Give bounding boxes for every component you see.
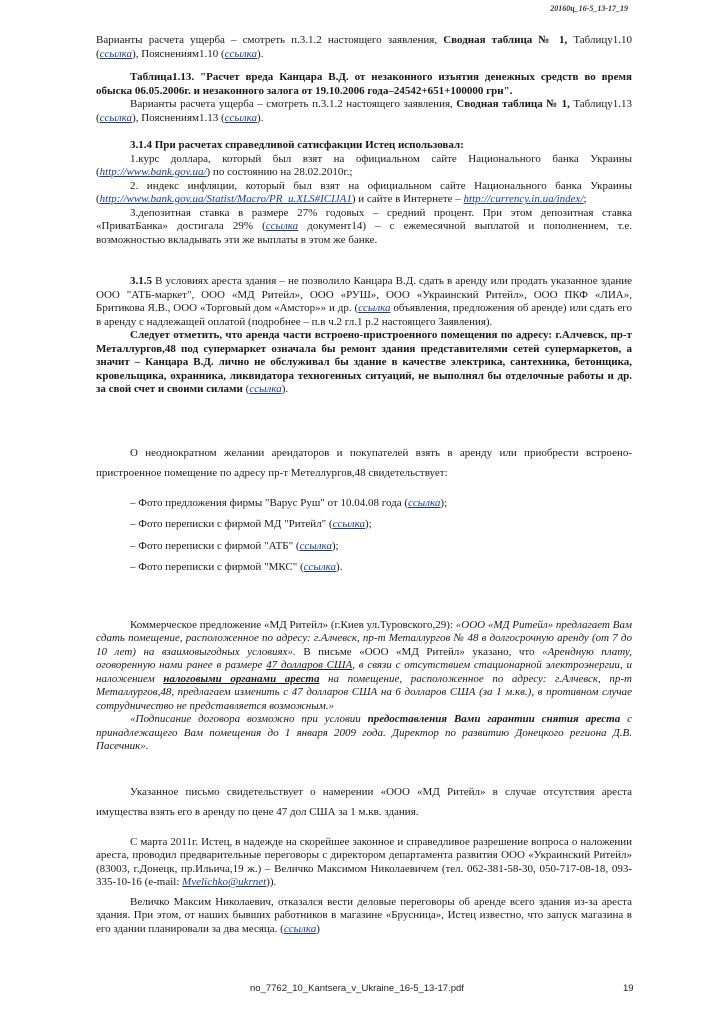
table-113-title: Таблица1.13. "Расчет вреда Канцара В.Д. от незаконного изъятия денежных средств во время обыска 06.05.2006г. и незаконного залога от 19.10.2006 года–24542+651+100000 грн". <box>96 71 632 97</box>
link-ssylka[interactable]: ссылка <box>303 561 337 573</box>
link-ssylka[interactable]: ссылка <box>332 518 365 530</box>
table-113-text: Варианты расчета ущерба – смотреть п.3.1.2 настоящего заявления, Сводная таблица № 1, Таблицу1.13 (ссылка), Пояснениям1.13 (ссылка). <box>96 98 633 124</box>
footer-filename: no_7762_10_Kantsera_v_Ukraine_16-5_13-17.pdf <box>250 983 464 994</box>
evidence-list <box>96 497 632 575</box>
section-315-bold-note: Следует отметить, что аренда части встроено-пристроенного помещения по адресу: г.Алчевск, пр-т Металлургов,48 под супермаркет означала бы ремонт здания представителями сетей супермаркетов, а значит – Канцара В.Д. лично не обслуживал бы здание в качестве электрика, сантехника, бетонщика, кровельщика, охранника, ликвидатора техногенных ситуаций, не выполнял бы отделочные работы и др. за свой счет и своими силами (ссылка). <box>96 329 632 395</box>
list-item: – Фото переписки с фирмой "МКС" (ссылка). <box>130 561 343 573</box>
section-315: 3.1.5 В условиях ареста здания – не позволило Канцара В.Д. сдать в аренду или продать указанное здание ООО "АТБ-маркет", ООО «МД Ритейл», ООО «РУШ», ООО «Украинский Ритейл», ООО ПКФ «ЛИА», Бритикова Я.В., ООО «Торговый дом «Амстор»» и др. (ссылка объявления, предложения об аренде) или сдать его в аренду с надлежащей оплатой (подробнее – п.в ч.2 гл.1 р.2 настоящего Заявления). <box>96 275 632 328</box>
list-item: – Фото переписки с фирмой МД "Ритейл" (ссылка); <box>130 518 372 530</box>
link-ssylka[interactable]: ссылка <box>224 47 258 60</box>
link-ssylka[interactable]: ссылка <box>99 111 133 124</box>
link-nbu[interactable]: http://www.bank.gov.ua/ <box>99 166 207 178</box>
evidence-intro: О неоднократном желании арендаторов и покупателей взять в аренду или приобрести встроено-пристроенное помещение по адресу пр-т Метеллургов,48 свидетельствует: <box>96 446 632 479</box>
commercial-offer: Коммерческое предложение «МД Ритейл» (г.Киев ул.Туровского,29): «ООО «МД Ритейл» предлагает Вам сдать помещение, расположенное по адресу: г.Алчевск, пр-т Металлургов № 48 в долгосрочную аренду (от 7 до 10 лет) на взаимовыгодных условиях». В письме «ООО «МД Ритейл» указано, что «Арендную плату, оговоренную нами ранее в размере 47 долларов США, в связи с отсутствием стационарной электроэнергии, и наложением налоговыми органами ареста на помещение, расположенное по адресу: г.Алчевск, пр-т Металлургов,48, предлагаем изменить с 47 долларов США на 6 долларов США (за 1 м.кв.), в противном случае сотрудничество не представляется возможным.» <box>96 618 632 712</box>
email-link[interactable]: Mvelichko@ukrnet <box>182 876 267 888</box>
link-ssylka[interactable]: ссылка <box>283 922 317 935</box>
link-ssylka[interactable]: ссылка <box>224 111 258 124</box>
list-item: – Фото переписки с фирмой "АТБ" (ссылка); <box>130 539 339 552</box>
section-314-item1: 1.курс доллара, который был взят на официальном сайте Национального банка Украины (http://www.bank.gov.ua/) по состоянию на 28.02.2010г.; <box>96 152 632 178</box>
velichko-paragraph: Величко Максим Николаевич, отказался вести деловые переговоры об аренде всего здания из-за ареста здания. При этом, от наших бывших работников в магазине «Брусница», Истец известно, что запуск магазина в его здании планировали за два месяца. (ссылка) <box>96 895 632 935</box>
block-110: Варианты расчета ущерба – смотреть п.3.1.2 настоящего заявления, Сводная таблица № 1, Таблицу1.10 (ссылка), Пояснениям1.10 (ссылка). <box>96 34 633 60</box>
header-stamp: 20160ц_16-5_13-17_19 <box>550 4 628 13</box>
page-number: 19 <box>623 983 634 994</box>
link-ssylka[interactable]: ссылка <box>299 539 332 552</box>
letter-note: Указанное письмо свидетельствует о намерении «ООО «МД Ритейл» в случае отсутствия ареста имущества взять его в аренду по цене 47 дол США за 1 м.кв. здания. <box>96 785 632 818</box>
link-ssylka[interactable]: ссылка <box>99 47 133 60</box>
document-body <box>96 34 632 936</box>
section-314-item3: 3.депозитная ставка в размере 27% годовых – средний процент. При этом депозитная ставка «ПриватБанка» достигала 29% (ссылка документ14) – с ежемесячной выплатой и пополнением, т.е. возможностью вкладывать эти же выплаты в этом же банке. <box>96 206 632 246</box>
link-ssylka[interactable]: ссылка <box>265 220 299 232</box>
link-ssylka[interactable]: ссылка <box>358 302 391 314</box>
link-nbu-statist[interactable]: http://www.bank.gov.ua/Statist/Macro/PR_u.XLS#ICIJA1 <box>99 193 352 205</box>
section-314-heading: 3.1.4 При расчетах справедливой сатисфакции Истец использовал: <box>130 139 464 151</box>
link-ssylka[interactable]: ссылка <box>249 383 282 395</box>
commercial-offer-quote: «Подписание договора возможно при условии предоставления Вами гарантии снятия ареста с принадлежащего Вам помещения до 1 января 2009 года. Директор по развитию Донецкого региона Д.В. Пасечник». <box>96 713 632 752</box>
march-negotiations: С марта 2011г. Истец, в надежде на скорейшее законное и справедливое разрешение вопроса о наложении ареста, проводил предварительные переговоры с директором департамента развития ООО «Украинский Ритейл» (83003, г.Донецк, пр.Ильича,19 ж.) – Величко Максимом Николаевичем (тел. 062-381-58-30, 050-717-08-18, 093-335-10-16 (e-mail: Mvelichko@ukrnet)). <box>96 835 632 888</box>
list-item: – Фото предложения фирмы "Варус Руш" от 10.04.08 года (ссылка); <box>130 496 448 509</box>
link-ssylka[interactable]: ссылка <box>408 496 441 509</box>
link-currency[interactable]: http://currency.in.ua/index/ <box>463 193 584 205</box>
section-314-item2: 2. индекс инфляции, который был взят на официальном сайте Национального банка Украины (http://www.bank.gov.ua/Statist/Macro/PR_u.XLS#ICIJA1) и сайте в Интернете – http://currency.in.ua/index/; <box>96 179 632 205</box>
